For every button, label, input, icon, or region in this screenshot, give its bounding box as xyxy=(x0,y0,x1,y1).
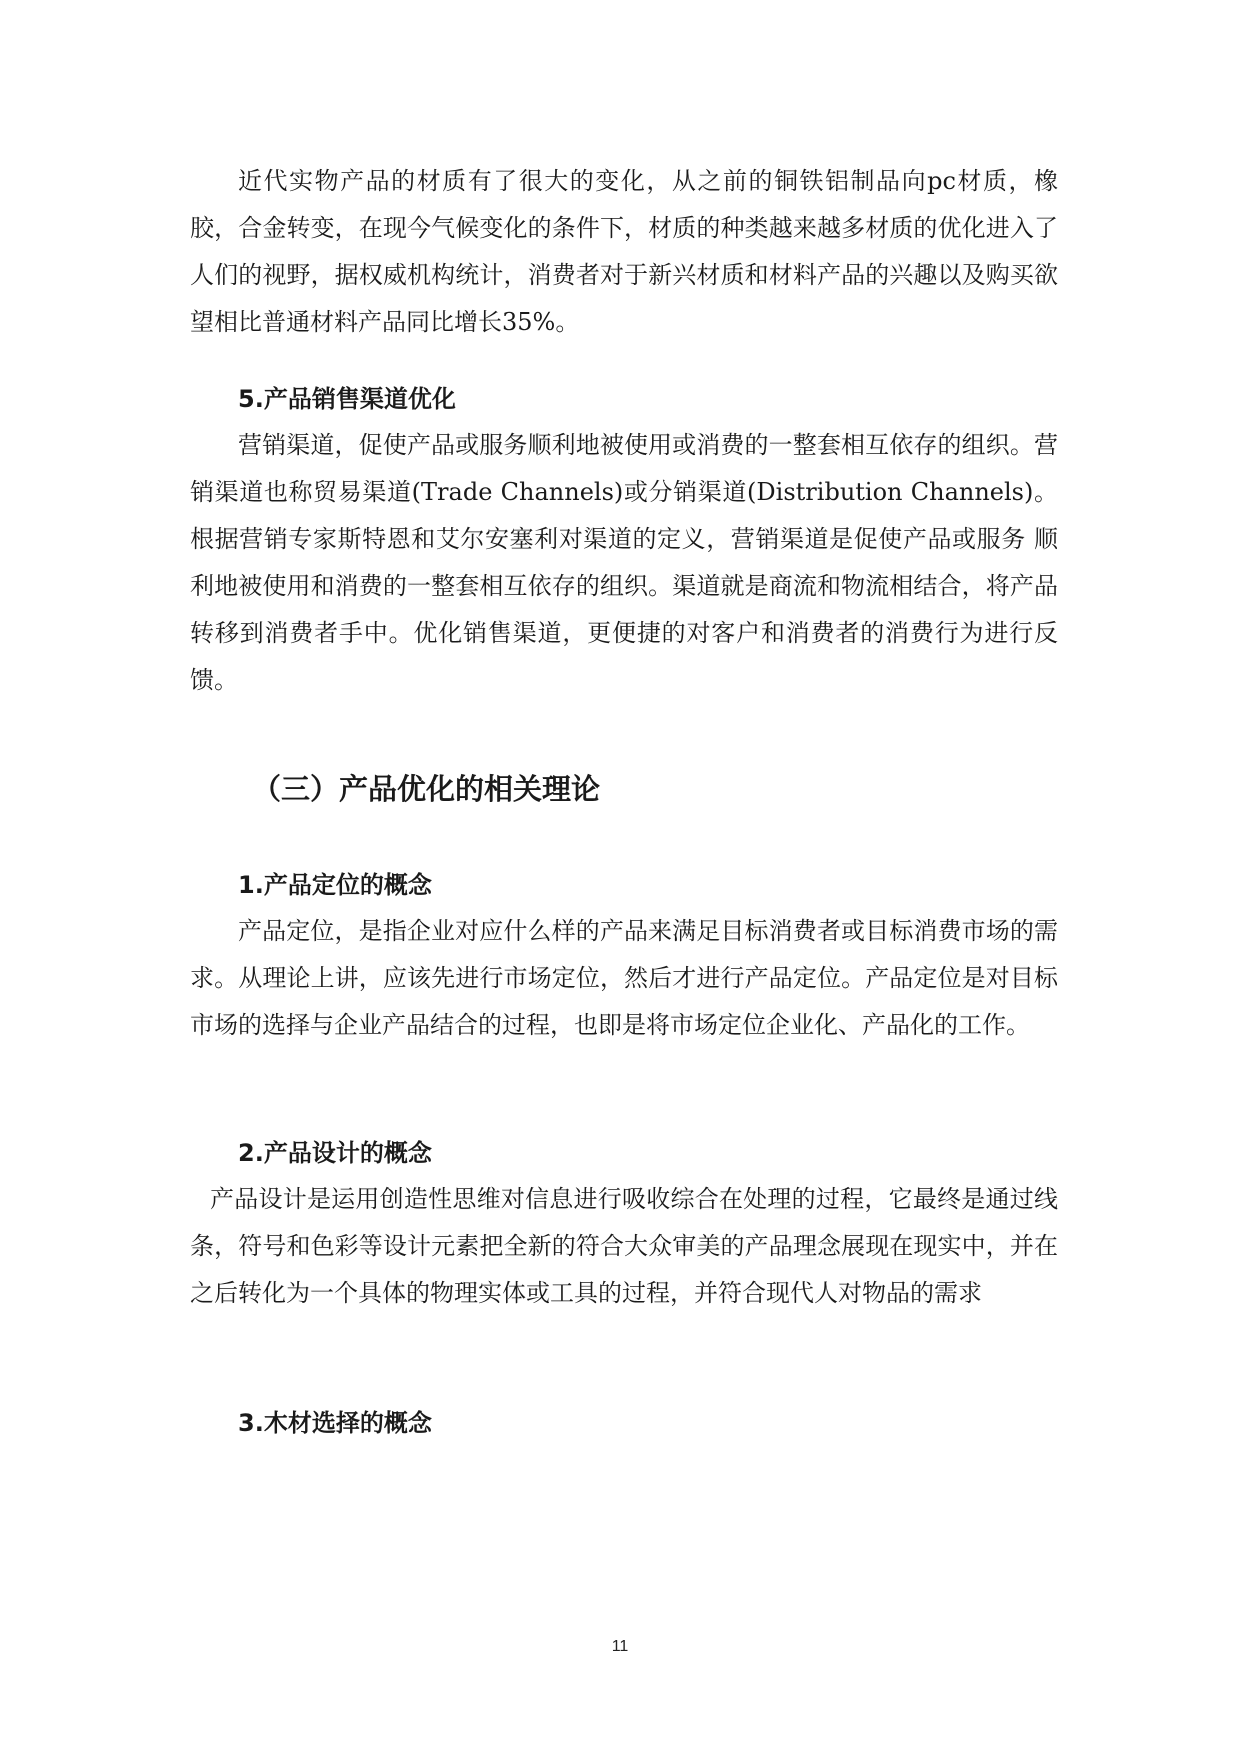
paragraph-materials: 近代实物产品的材质有了很大的变化，从之前的铜铁铝制品向pc材质，橡胶，合金转变，在现今气候变化的条件下，材质的种类越来越多材质的优化进入了人们的视野，据权威机构统计，消费者对于新兴材质和材料产品的兴趣以及购买欲望相比普通材料产品同比增长35%。 xyxy=(190,167,1058,336)
heading-product-design: 2.产品设计的概念 xyxy=(238,1139,432,1167)
heading-sales-channel: 5.产品销售渠道优化 xyxy=(238,385,456,413)
paragraph-sales-channel: 营销渠道，促使产品或服务顺利地被使用或消费的一整套相互依存的组织。营销渠道也称贸易渠道(Trade Channels)或分销渠道(Distribution Channels)。 根据营销专家斯特恩和艾尔安塞利对渠道的定义，营销渠道是促使产品或服务 顺利地被使用和消费的一整套相互依存的组织。渠道就是商流和物流相结合，将产品转移到消费者手中。优化销售渠道，更便捷的对客户和消费者的消费行为进行反馈。 xyxy=(190,431,1058,694)
paragraph-product-positioning: 产品定位，是指企业对应什么样的产品来满足目标消费者或目标消费市场的需求。从理论上讲，应该先进行市场定位，然后才进行产品定位。产品定位是对目标市场的选择与企业产品结合的过程，也即是将市场定位企业化、产品化的工作。 xyxy=(190,917,1058,1039)
heading-product-positioning: 1.产品定位的概念 xyxy=(238,871,432,899)
page-number: 11 xyxy=(611,1638,629,1655)
heading-wood-selection: 3.木材选择的概念 xyxy=(238,1409,432,1437)
heading-optimization-theory: （三）产品优化的相关理论 xyxy=(252,772,601,806)
paragraph-product-design: 产品设计是运用创造性思维对信息进行吸收综合在处理的过程，它最终是通过线条，符号和色彩等设计元素把全新的符合大众审美的产品理念展现在现实中，并在之后转化为一个具体的物理实体或工具的过程，并符合现代人对物品的需求 xyxy=(190,1185,1058,1307)
